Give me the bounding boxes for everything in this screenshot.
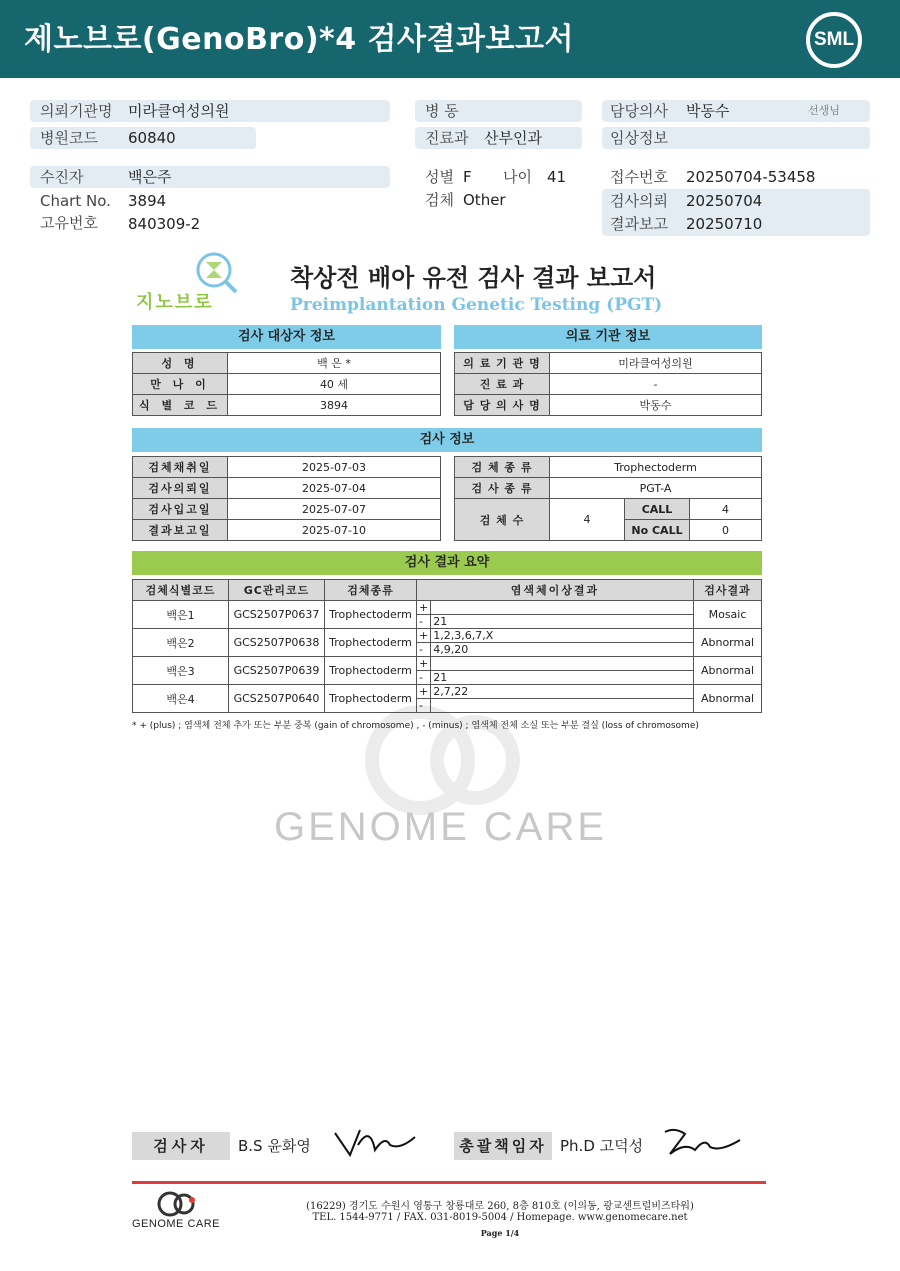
table-row: - 21 xyxy=(133,615,762,629)
clinical-info-label: 임상정보 xyxy=(610,129,668,147)
reported-label: 결과보고 xyxy=(610,215,668,233)
table-row: 검사의뢰일 2025-07-04 xyxy=(133,478,441,499)
table-row: 만 나 이 40 세 xyxy=(133,374,441,395)
subject-table xyxy=(132,352,441,416)
table-row: 백은1 GCS2507P0637 Trophectoderm + Mosaic xyxy=(133,601,762,615)
test-specimen-table xyxy=(454,456,762,541)
patient-row xyxy=(30,166,390,188)
tester-signature-icon xyxy=(330,1125,420,1165)
table-row: 검사입고일 2025-07-07 xyxy=(133,499,441,520)
requested-label: 검사의뢰 xyxy=(610,192,668,210)
chart-label: Chart No. xyxy=(40,192,111,210)
report-subtitle: Preimplantation Genetic Testing (PGT) xyxy=(290,295,663,315)
institution-table xyxy=(454,352,762,416)
table-row: - 21 xyxy=(133,671,762,685)
table-row: 검 사 종 류 PGT-A xyxy=(455,478,762,499)
department-value: 산부인과 xyxy=(484,129,542,147)
director-name: Ph.D 고덕성 xyxy=(560,1137,644,1155)
receipt-label: 접수번호 xyxy=(610,168,668,186)
reported-value: 20250710 xyxy=(686,215,763,233)
subject-header: 검사 대상자 정보 xyxy=(132,325,441,349)
table-row: 백은4 GCS2507P0640 Trophectoderm + 2,7,22 Abnormal xyxy=(133,685,762,699)
doctor-suffix: 선생님 xyxy=(808,104,840,117)
page-number: Page 1/4 xyxy=(480,1228,520,1238)
table-row: 담 당 의 사 명 박동수 xyxy=(455,395,762,416)
table-row: 검 체 종 류 Trophectoderm xyxy=(455,457,762,478)
footer-address: (16229) 경기도 수원시 영통구 창룡대로 260, 8층 810호 (이의동, 광교센트럴비즈타워) xyxy=(306,1201,694,1212)
chart-value: 3894 xyxy=(128,192,167,210)
age-value: 41 xyxy=(547,168,567,186)
genome-care-logo-icon xyxy=(150,1190,210,1220)
sex-value: F xyxy=(463,168,472,186)
table-row: 검체채취일 2025-07-03 xyxy=(133,457,441,478)
report-header xyxy=(0,0,900,78)
table-row: 검체식별코드 GC관리코드 검체종류 염색체이상결과 검사결과 xyxy=(133,580,762,601)
patient-value: 백은주 xyxy=(128,168,172,186)
report-title: 착상전 배아 유전 검사 결과 보고서 xyxy=(290,264,657,292)
page-title: 제노브로(GenoBro)*4 검사결과보고서 xyxy=(24,22,574,57)
ward-label: 병 동 xyxy=(425,102,459,120)
requested-value: 20250704 xyxy=(686,192,763,210)
director-signature-icon xyxy=(655,1122,745,1162)
patient-label: 수진자 xyxy=(40,168,84,186)
sml-logo: SML xyxy=(806,12,862,68)
institution-header: 의료 기관 정보 xyxy=(454,325,762,349)
table-row: 백은3 GCS2507P0639 Trophectoderm + Abnormal xyxy=(133,657,762,671)
age-label: 나이 xyxy=(503,168,532,186)
institution-label: 의뢰기관명 xyxy=(40,102,113,120)
unique-value: 840309-2 xyxy=(128,215,201,233)
hospital-code-label: 병원코드 xyxy=(40,129,98,147)
test-dates-table xyxy=(132,456,441,541)
specimen-label: 검체 xyxy=(425,191,454,209)
summary-header: 검사 결과 요약 xyxy=(132,551,762,575)
table-row: 진 료 과 - xyxy=(455,374,762,395)
unique-label: 고유번호 xyxy=(40,214,98,232)
table-row: 성 명 백 은 * xyxy=(133,353,441,374)
doctor-value: 박동수 xyxy=(686,102,730,120)
table-row: No CALL 0 xyxy=(455,520,762,541)
specimen-value: Other xyxy=(463,191,506,209)
hospital-code-value: 60840 xyxy=(128,129,176,147)
sex-label: 성별 xyxy=(425,168,454,186)
table-row: 의 료 기 관 명 미라클여성의원 xyxy=(455,353,762,374)
receipt-value: 20250704-53458 xyxy=(686,168,816,186)
tester-name: B.S 윤화영 xyxy=(238,1137,311,1155)
table-row: 결과보고일 2025-07-10 xyxy=(133,520,441,541)
test-info-header: 검사 정보 xyxy=(132,428,762,452)
footer-divider xyxy=(132,1181,766,1184)
watermark-text: GENOME CARE xyxy=(274,805,608,849)
genobro-logo-text: 지노브로 xyxy=(136,292,214,313)
table-row: - 4,9,20 xyxy=(133,643,762,657)
table-row: 백은2 GCS2507P0638 Trophectoderm + 1,2,3,6,7,X Abnormal xyxy=(133,629,762,643)
table-row: 식 별 코 드 3894 xyxy=(133,395,441,416)
table-row: - xyxy=(133,699,762,713)
footnote: * + (plus) ; 염색체 전체 추가 또는 부분 중복 (gain of chromosome) , - (minus) ; 염색체 전체 소실 또는 부분 결실 (loss of chromosome) xyxy=(132,721,699,731)
summary-table xyxy=(132,579,762,713)
table-row: 검 체 수 4 CALL 4 xyxy=(455,499,762,520)
footer-contact: TEL. 1544-9771 / FAX. 031-8019-5004 / Homepage. www.genomecare.net xyxy=(312,1212,688,1223)
department-label: 진료과 xyxy=(425,129,469,147)
institution-value: 미라클여성의원 xyxy=(128,102,230,120)
doctor-label: 담당의사 xyxy=(610,102,668,120)
genome-care-logo-text: GENOME CARE xyxy=(132,1218,221,1230)
director-label: 총괄책임자 xyxy=(454,1132,552,1160)
tester-label: 검사자 xyxy=(132,1132,230,1160)
